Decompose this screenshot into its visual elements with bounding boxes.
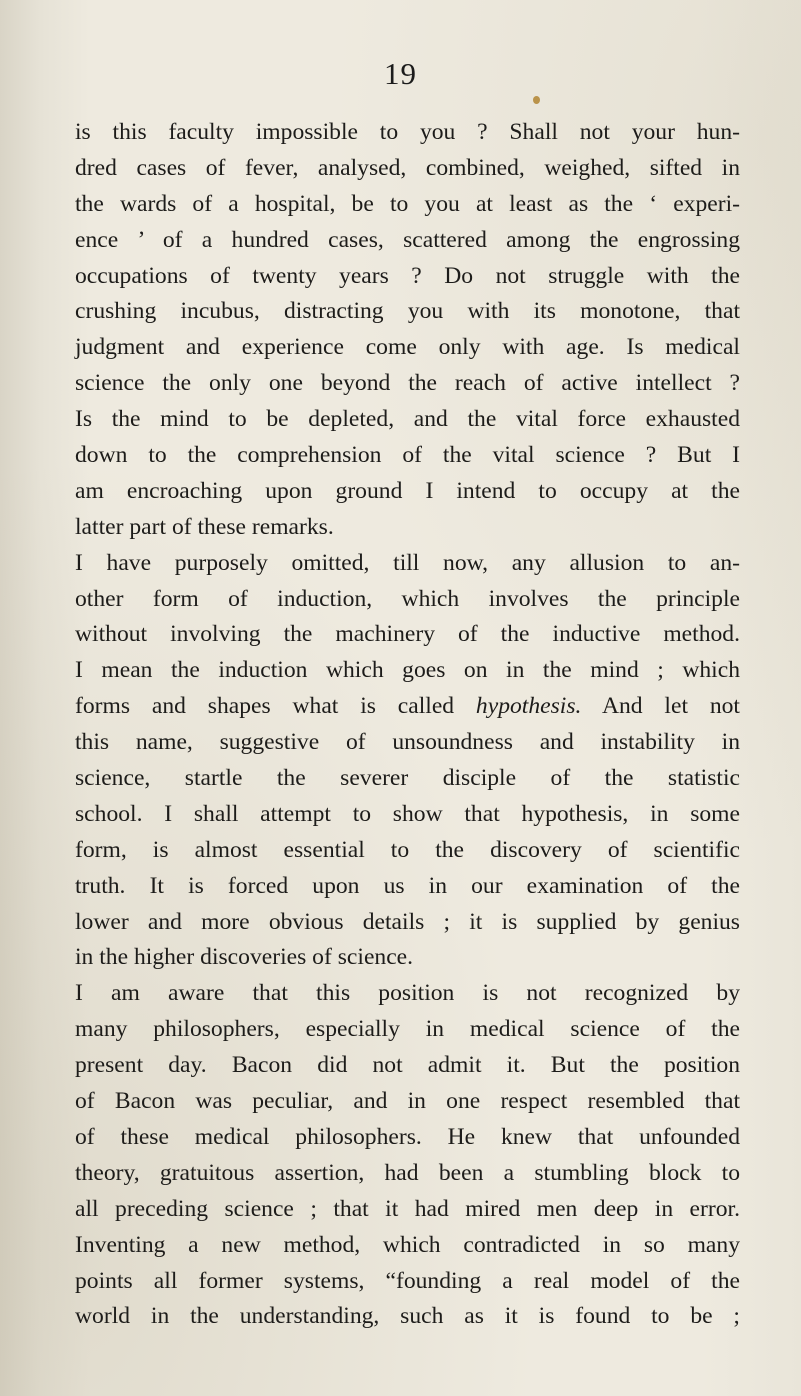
text-line: school. I shall attempt to show that hypothesis, in some: [75, 800, 740, 827]
text-line: world in the understanding, such as it is found to be ;: [75, 1303, 740, 1330]
text-line: points all former systems, “founding a real model of the: [75, 1267, 740, 1294]
text-line: this name, suggestive of unsoundness and instability in: [75, 729, 740, 756]
text-line: occupations of twenty years ? Do not struggle with the: [75, 262, 740, 289]
text-line: other form of induction, which involves the principle: [75, 585, 740, 612]
text-segment: forms and shapes what is called: [75, 693, 476, 720]
text-line: I mean the induction which goes on in the mind ; which: [75, 657, 740, 684]
text-line: in the higher discoveries of science.: [75, 944, 414, 971]
italic-term: hypothesis.: [475, 693, 582, 720]
text-line: ence ’ of a hundred cases, scattered among the engrossing: [75, 226, 740, 253]
text-line: science the only one beyond the reach of active intellect ?: [75, 370, 740, 397]
text-line: of Bacon was peculiar, and in one respect resembled that: [75, 1088, 740, 1115]
text-line: truth. It is forced upon us in our examination of the: [75, 872, 740, 899]
text-line: is this faculty impossible to you ? Shall not your hun-: [75, 119, 740, 145]
text-line: am encroaching upon ground I intend to occupy at the: [75, 477, 740, 504]
text-line: down to the comprehension of the vital science ? But I: [75, 442, 740, 469]
text-line: [75, 689, 740, 725]
text-line: many philosophers, especially in medical science of the: [75, 1016, 740, 1043]
text-line: crushing incubus, distracting you with its monotone, that: [75, 298, 740, 325]
text-segment: And let not: [581, 693, 740, 720]
text-line: present day. Bacon did not admit it. But the position: [75, 1052, 740, 1079]
text-line: of these medical philosophers. He knew that unfounded: [75, 1123, 740, 1150]
text-line: Is the mind to be depleted, and the vital force exhausted: [75, 406, 740, 433]
text-line: the wards of a hospital, be to you at least as the ‘ experi-: [75, 190, 740, 217]
text-line: judgment and experience come only with age. Is medical: [75, 334, 740, 361]
text-line: I am aware that this position is not recognized by: [75, 980, 740, 1007]
text-line: latter part of these remarks.: [75, 513, 334, 540]
text-line: theory, gratuitous assertion, had been a stumbling block to: [75, 1159, 740, 1186]
text-line: form, is almost essential to the discovery of scientific: [75, 836, 740, 863]
ink-spot: [533, 96, 540, 104]
text-line: lower and more obvious details ; it is supplied by genius: [75, 908, 740, 935]
body-text: [75, 115, 740, 1335]
text-line: dred cases of fever, analysed, combined, weighed, sifted in: [75, 154, 740, 181]
text-line: all preceding science ; that it had mired men deep in error.: [75, 1195, 740, 1222]
page-number: 19: [384, 56, 417, 91]
text-line: I have purposely omitted, till now, any allusion to an-: [75, 549, 740, 576]
text-line: without involving the machinery of the inductive method.: [75, 621, 740, 648]
text-line: science, startle the severer disciple of the statistic: [75, 765, 740, 792]
text-line: Inventing a new method, which contradicted in so many: [75, 1231, 740, 1258]
